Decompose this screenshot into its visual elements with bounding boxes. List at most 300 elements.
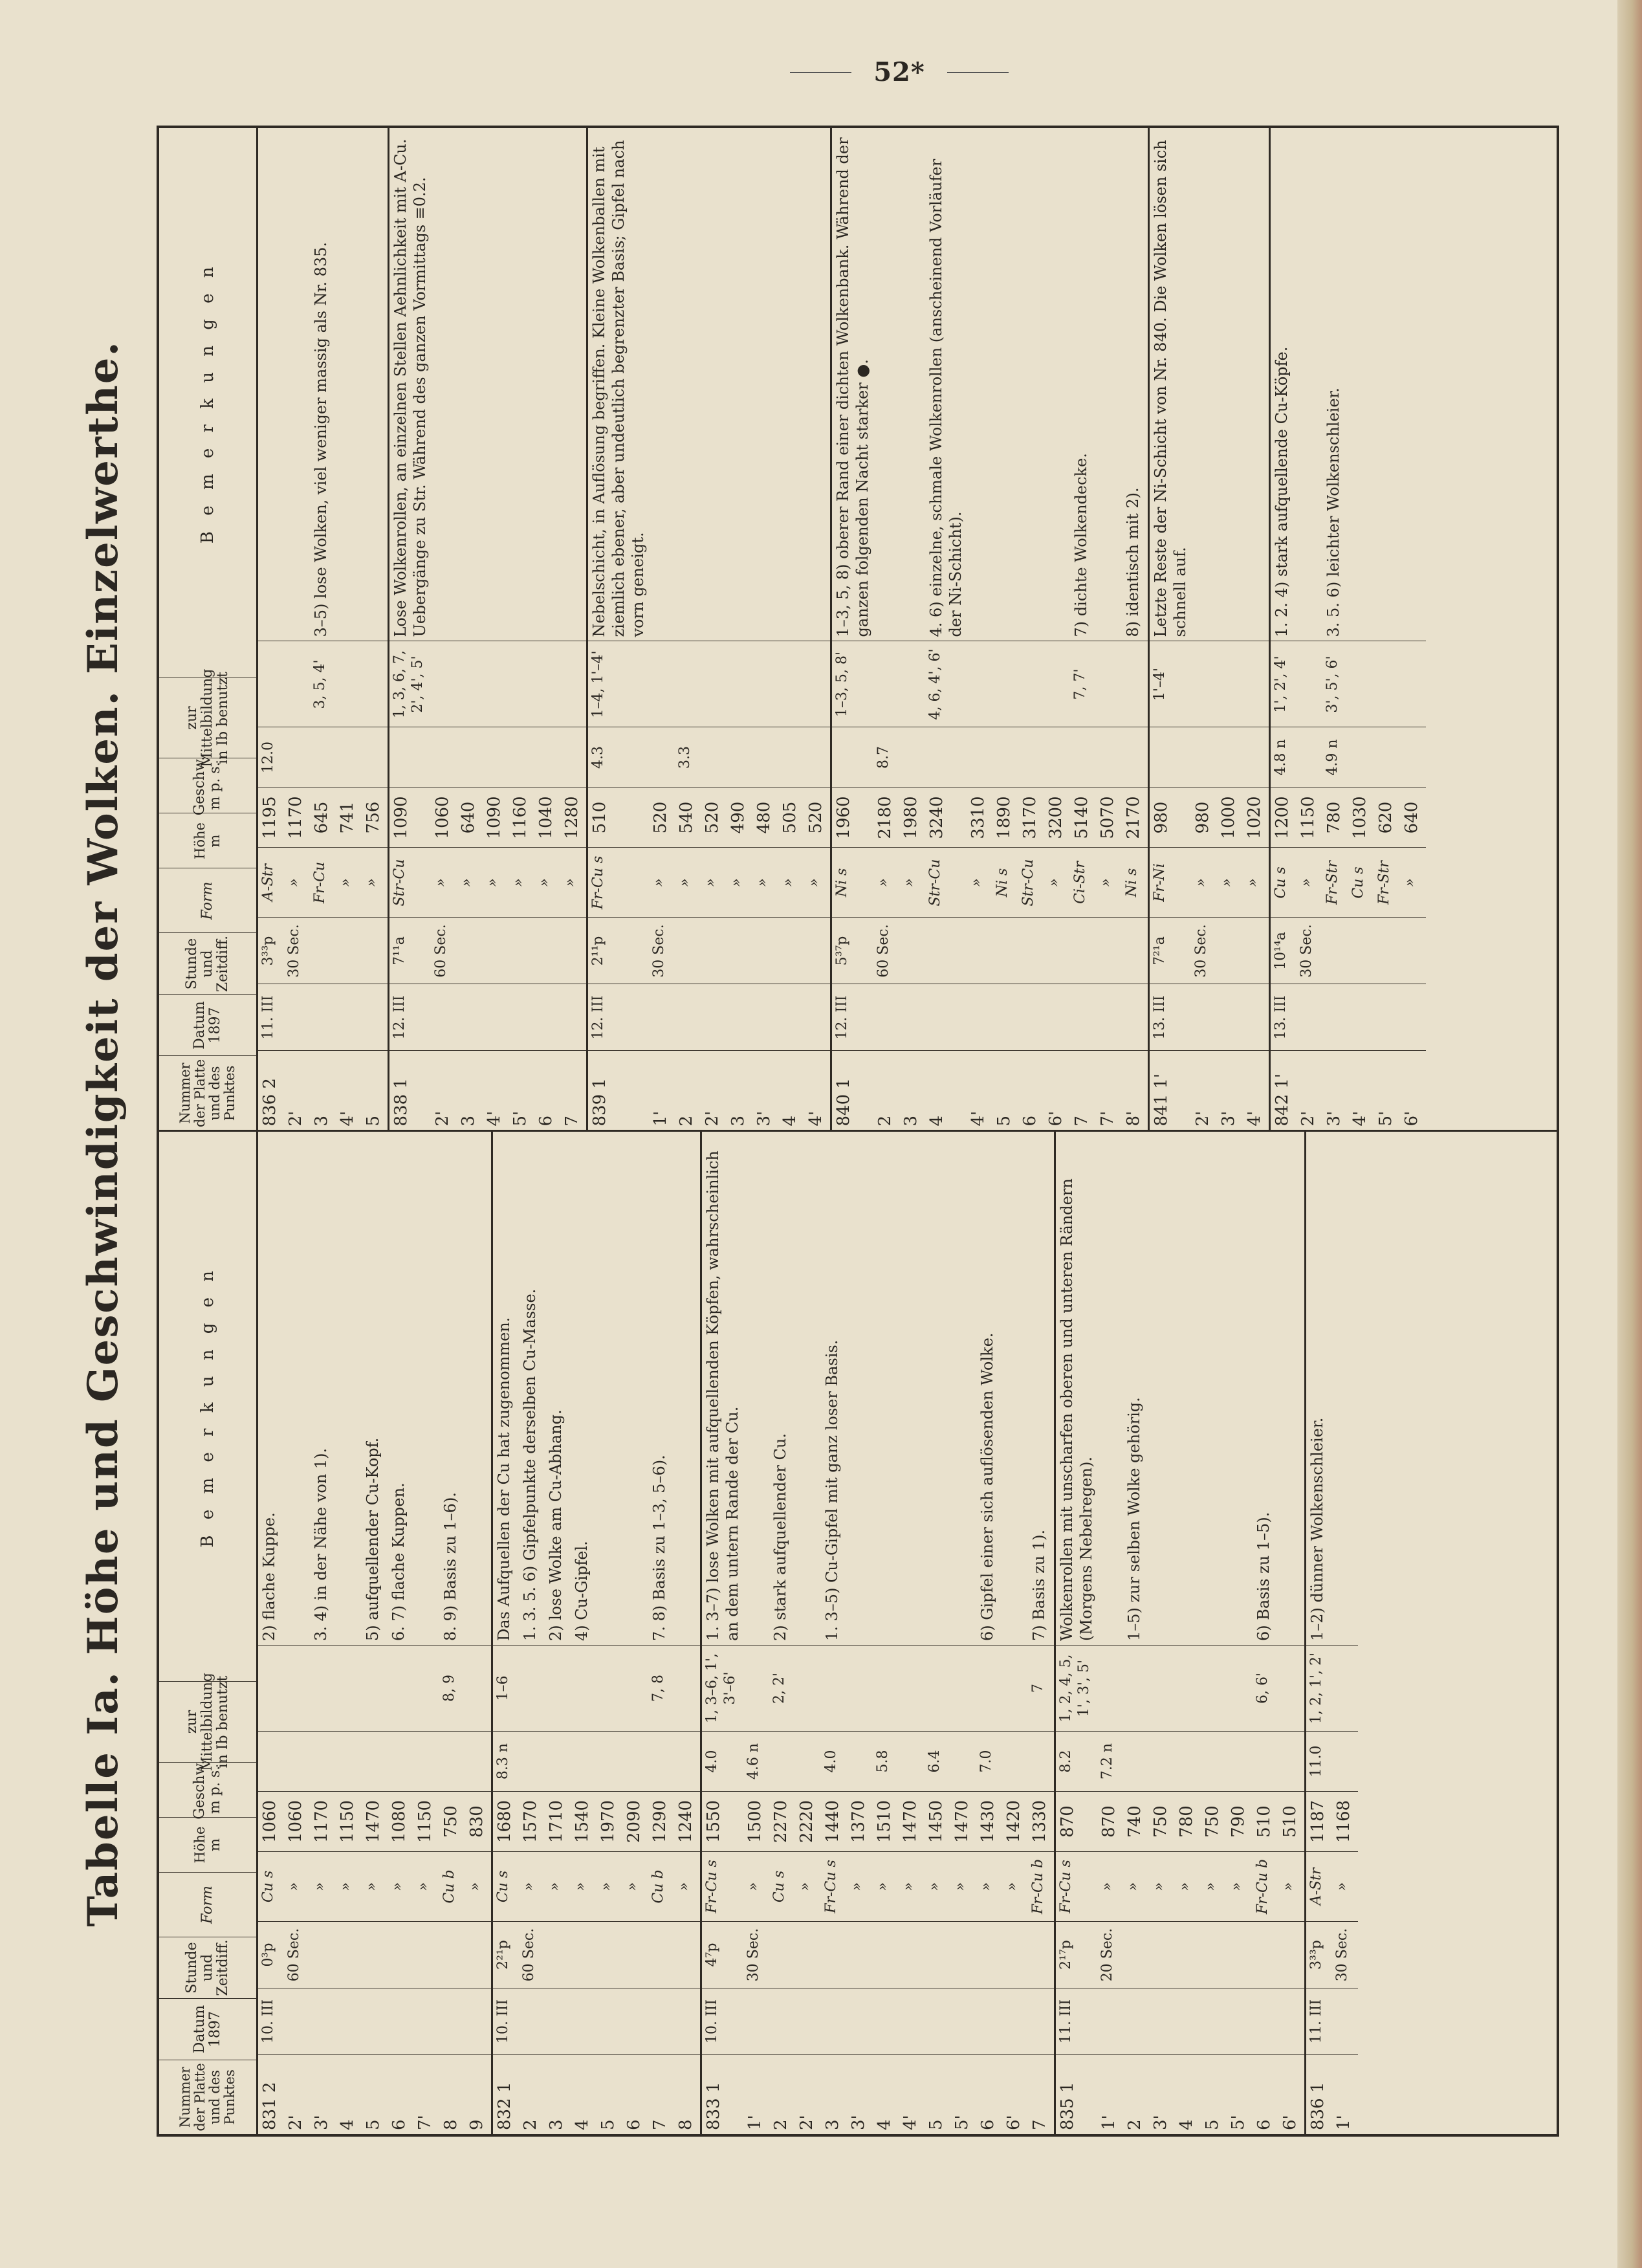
cell-nummer: 7: [1028, 2054, 1054, 2134]
cell-nummer: 5': [509, 1051, 534, 1130]
cell-form: »: [950, 1851, 976, 1921]
cell-nummer: 3: [821, 2054, 847, 2134]
cell-datum: [284, 984, 310, 1051]
cell-nummer: 2': [795, 2054, 821, 2134]
table-row: [976, 1132, 1002, 2135]
cell-hoehe: 1060: [258, 1791, 284, 1851]
header-stunde: Stunde und Zeitdiff.: [159, 933, 256, 995]
cell-stunde: 30 Sec.: [284, 918, 310, 984]
cell-stunde: [1322, 918, 1348, 984]
cell-geschw: [362, 1731, 388, 1791]
cell-form: Fr-Str: [1374, 848, 1400, 918]
cell-hoehe: 1060: [431, 787, 457, 848]
cell-bemerkungen: [465, 1132, 491, 1646]
cell-geschw: [1191, 727, 1217, 787]
cell-bemerkungen: [992, 128, 1018, 641]
table-row: [1044, 128, 1070, 1130]
cell-bemerkungen: [413, 1132, 439, 1646]
cell-stunde: [1243, 918, 1269, 984]
cell-mittel: 7, 7': [1070, 641, 1096, 727]
cell-hoehe: 1470: [899, 1791, 925, 1851]
cell-bemerkungen: [1044, 128, 1070, 641]
cell-hoehe: 520: [804, 787, 830, 848]
cell-bemerkungen: 3. 5. 6) leichter Wolkenschleier.: [1324, 387, 1342, 637]
cell-bemerkungen: Nebelschicht, in Auflösung begriffen. Kleine Wolkenballen mit ziemlich ebener, aber undeutlich begrenzter Basis; Gipfel nach vorn geneigt.: [590, 140, 647, 637]
cell-stunde: [1278, 1921, 1304, 1988]
cell-form: »: [727, 848, 752, 918]
cell-form: »: [847, 1851, 873, 1921]
cell-hoehe: 510: [1253, 1791, 1278, 1851]
cell-bemerkungen: 1. 3–7) lose Wolken mit aufquellenden Köpfen, wahrscheinlich an dem untern Rande der Cu.: [704, 1151, 741, 1641]
cell-stunde: [1374, 918, 1400, 984]
cell-form: »: [743, 1851, 769, 1921]
table-row: [284, 128, 310, 1130]
cell-stunde: [675, 918, 701, 984]
cell-mittel: [1122, 641, 1148, 727]
cell-stunde: 0³p: [258, 1921, 284, 1988]
header-geschw: Geschw. m p. s.: [159, 1762, 256, 1817]
cell-mittel: [284, 641, 310, 727]
cell-form: »: [649, 848, 675, 918]
cell-hoehe: 1970: [597, 1791, 622, 1851]
cell-nummer: 841 1': [1150, 1051, 1191, 1130]
cell-bemerkungen: [1191, 128, 1217, 641]
cell-hoehe: 2220: [795, 1791, 821, 1851]
cell-hoehe: 780: [1175, 1791, 1201, 1851]
cell-mittel: [967, 641, 992, 727]
cell-bemerkungen: [674, 1132, 700, 1646]
cell-bemerkungen: [431, 128, 457, 641]
table-row: [1217, 128, 1243, 1130]
cell-bemerkungen: [457, 128, 483, 641]
cell-bemerkungen: 4. 6) einzelne, schmale Wolkenrollen (anscheinend Vorläufer der Ni-Schicht).: [927, 159, 965, 637]
table-row: [1297, 128, 1322, 1130]
cell-datum: [1070, 984, 1096, 1051]
cell-stunde: 2¹⁷p: [1056, 1921, 1097, 1988]
cell-stunde: [413, 1921, 439, 1988]
cell-stunde: [778, 918, 804, 984]
cell-geschw: [769, 1731, 795, 1791]
header-bemerkungen: B e m e r k u n g e n: [197, 261, 217, 544]
cell-bemerkungen: [778, 128, 804, 641]
cell-hoehe: 3170: [1018, 787, 1044, 848]
cell-datum: [967, 984, 992, 1051]
cell-mittel: [465, 1645, 491, 1731]
table-row: [769, 1132, 795, 2135]
cell-nummer: 4: [925, 1051, 967, 1130]
cell-form: Str-Cu: [389, 848, 431, 918]
cell-nummer: 3: [310, 1051, 336, 1130]
cell-datum: [465, 1988, 491, 2054]
cell-mittel: [457, 641, 483, 727]
cell-hoehe: 640: [457, 787, 483, 848]
table-row: [830, 128, 873, 1130]
cell-nummer: 2: [1123, 2054, 1149, 2134]
table-row: [336, 1132, 362, 2135]
cell-geschw: [847, 1731, 873, 1791]
cell-geschw: [1175, 1731, 1201, 1791]
cell-bemerkungen: [727, 128, 752, 641]
cell-datum: [1122, 984, 1148, 1051]
cell-geschw: [597, 1731, 622, 1791]
cell-bemerkungen: [1243, 128, 1269, 641]
cell-datum: [1227, 1988, 1253, 2054]
cell-mittel: 3, 5, 4': [310, 641, 336, 727]
cell-form: Cu s: [258, 1851, 284, 1921]
table-row: [1269, 128, 1297, 1130]
cell-datum: [1149, 1988, 1175, 2054]
table-row: [509, 128, 534, 1130]
cell-datum: [873, 984, 899, 1051]
cell-nummer: 1': [1332, 2054, 1358, 2134]
cell-datum: 12. III: [588, 984, 649, 1051]
table-header-right: [159, 128, 258, 1130]
cell-nummer: 6: [622, 2054, 648, 2134]
cell-nummer: 1': [1097, 2054, 1123, 2134]
cell-stunde: [1348, 918, 1374, 984]
cell-geschw: [457, 727, 483, 787]
cell-mittel: [778, 641, 804, 727]
cell-nummer: 7: [560, 1051, 586, 1130]
cell-hoehe: 480: [752, 787, 778, 848]
cell-form: Cu s: [769, 1851, 795, 1921]
header-hoehe: Höhe m: [159, 1817, 256, 1872]
cell-mittel: [1096, 641, 1122, 727]
table-row: [992, 128, 1018, 1130]
cell-stunde: [1400, 918, 1426, 984]
cell-form: »: [336, 848, 362, 918]
table-row: [560, 128, 586, 1130]
table-row: [649, 128, 675, 1130]
cell-form: »: [675, 848, 701, 918]
cell-bemerkungen: [795, 1132, 821, 1646]
cell-mittel: 1', 2', 4': [1271, 641, 1297, 727]
cell-bemerkungen: 6. 7) flache Kuppen.: [389, 1482, 408, 1641]
table-row: [899, 128, 925, 1130]
header-rule-left: [790, 72, 851, 73]
cell-hoehe: 3310: [967, 787, 992, 848]
cell-nummer: 6: [1253, 2054, 1278, 2134]
cell-nummer: 831 2: [258, 2054, 284, 2134]
cell-geschw: [483, 727, 509, 787]
cell-nummer: 3': [752, 1051, 778, 1130]
cell-nummer: 7: [1070, 1051, 1096, 1130]
cell-mittel: [873, 1645, 899, 1731]
cell-stunde: [925, 1921, 950, 1988]
cell-datum: [1096, 984, 1122, 1051]
cell-hoehe: 510: [588, 787, 649, 848]
cell-stunde: [925, 918, 967, 984]
table-row: [752, 128, 778, 1130]
cell-stunde: [804, 918, 830, 984]
cell-form: »: [622, 1851, 648, 1921]
cell-mittel: [727, 641, 752, 727]
table-row: [284, 1132, 310, 2135]
cell-form: »: [545, 1851, 571, 1921]
cell-bemerkungen: [622, 1132, 648, 1646]
cell-nummer: 5: [925, 2054, 950, 2134]
cell-form: »: [1400, 848, 1426, 918]
cell-bemerkungen: [284, 1132, 310, 1646]
cell-bemerkungen: [1096, 128, 1122, 641]
cell-datum: [752, 984, 778, 1051]
cell-form: Ni s: [992, 848, 1018, 918]
cell-mittel: [1002, 1645, 1028, 1731]
cell-nummer: 3: [899, 1051, 925, 1130]
cell-bemerkungen: [336, 128, 362, 641]
table-row: [571, 1132, 597, 2135]
cell-bemerkungen: [873, 1132, 899, 1646]
cell-bemerkungen: [899, 128, 925, 641]
cell-stunde: [769, 1921, 795, 1988]
cell-nummer: 3': [1217, 1051, 1243, 1130]
cell-hoehe: 1510: [873, 1791, 899, 1851]
cell-datum: 12. III: [832, 984, 873, 1051]
cell-form: »: [1002, 1851, 1028, 1921]
cell-datum: [519, 1988, 545, 2054]
cell-hoehe: 1030: [1348, 787, 1374, 848]
cell-geschw: [1028, 1731, 1054, 1791]
cell-hoehe: 1090: [483, 787, 509, 848]
cell-bemerkungen: 7) Basis zu 1).: [1030, 1529, 1048, 1641]
cell-datum: [1028, 1988, 1054, 2054]
table-row: [727, 128, 752, 1130]
cell-datum: [727, 984, 752, 1051]
cell-form: »: [701, 848, 727, 918]
cell-hoehe: 5070: [1096, 787, 1122, 848]
cell-datum: [1002, 1988, 1028, 2054]
cell-form: »: [1123, 1851, 1149, 1921]
cell-geschw: [388, 1731, 413, 1791]
cell-hoehe: 830: [465, 1791, 491, 1851]
cell-bemerkungen: [1227, 1132, 1253, 1646]
cell-nummer: 5: [597, 2054, 622, 2134]
cell-form: »: [1175, 1851, 1201, 1921]
cell-hoehe: 1200: [1271, 787, 1297, 848]
table-row: [519, 1132, 545, 2135]
cell-geschw: [1122, 727, 1148, 787]
cell-nummer: 2: [769, 2054, 795, 2134]
header-datum: Datum 1897: [159, 995, 256, 1056]
cell-form: Cu s: [1271, 848, 1297, 918]
cell-stunde: [310, 918, 336, 984]
cell-geschw: [413, 1731, 439, 1791]
cell-mittel: [431, 641, 457, 727]
cell-bemerkungen: 6) Gipfel einer sich auflösenden Wolke.: [978, 1332, 996, 1641]
cell-stunde: 3³³p: [258, 918, 284, 984]
cell-stunde: [457, 918, 483, 984]
cell-datum: [976, 1988, 1002, 2054]
cell-datum: [675, 984, 701, 1051]
cell-stunde: [1227, 1921, 1253, 1988]
cell-mittel: 8, 9: [439, 1645, 465, 1731]
table-row: [1148, 128, 1191, 1130]
cell-datum: [847, 1988, 873, 2054]
cell-nummer: 6': [1002, 2054, 1028, 2134]
cell-hoehe: 1080: [388, 1791, 413, 1851]
cell-hoehe: 1160: [509, 787, 534, 848]
table-row: [1201, 1132, 1227, 2135]
cell-mittel: [483, 641, 509, 727]
cell-geschw: [701, 727, 727, 787]
cell-hoehe: 5140: [1070, 787, 1096, 848]
cell-geschw: [925, 727, 967, 787]
cell-nummer: 2': [284, 2054, 310, 2134]
cell-geschw: [284, 727, 310, 787]
cell-form: Cu s: [1348, 848, 1374, 918]
cell-hoehe: 740: [1123, 1791, 1149, 1851]
cell-geschw: 11.0: [1306, 1731, 1332, 1791]
cell-hoehe: 540: [675, 787, 701, 848]
table-row: [950, 1132, 976, 2135]
cell-datum: [457, 984, 483, 1051]
cell-bemerkungen: [1374, 128, 1400, 641]
header-datum: Datum 1897: [159, 1998, 256, 2060]
cell-mittel: [701, 641, 727, 727]
cell-bemerkungen: [1278, 1132, 1304, 1646]
cell-stunde: [362, 1921, 388, 1988]
cell-geschw: [310, 727, 336, 787]
cell-form: A-Str: [1306, 1851, 1332, 1921]
cell-stunde: 4⁷p: [702, 1921, 743, 1988]
table-row: [925, 1132, 950, 2135]
cell-mittel: 1, 2, 4, 5, 1', 3', 5': [1056, 1645, 1097, 1731]
cell-mittel: [976, 1645, 1002, 1731]
cell-datum: [1253, 1988, 1278, 2054]
cell-form: Fr-Cu b: [1253, 1851, 1278, 1921]
table-row: [258, 1132, 284, 2135]
cell-nummer: 835 1: [1056, 2054, 1097, 2134]
cell-datum: [899, 1988, 925, 2054]
cell-form: »: [795, 1851, 821, 1921]
cell-form: »: [967, 848, 992, 918]
cell-bemerkungen: [1332, 1132, 1358, 1646]
cell-geschw: 4.9 n: [1322, 727, 1348, 787]
table-body-right: [258, 128, 1557, 1130]
cell-stunde: 2¹¹p: [588, 918, 649, 984]
table-row: [1278, 1132, 1304, 2135]
cell-stunde: 7¹¹a: [389, 918, 431, 984]
cell-bemerkungen: 2) flache Kuppe.: [260, 1512, 278, 1641]
cell-geschw: [439, 1731, 465, 1791]
cell-stunde: [976, 1921, 1002, 1988]
cell-geschw: [1201, 1731, 1227, 1791]
cell-geschw: [674, 1731, 700, 1791]
cell-geschw: [431, 727, 457, 787]
cell-datum: [1217, 984, 1243, 1051]
cell-mittel: 1'–4': [1150, 641, 1191, 727]
cell-mittel: 1–3, 5, 8': [832, 641, 873, 727]
cell-geschw: [534, 727, 560, 787]
cell-nummer: 2': [1191, 1051, 1217, 1130]
cell-datum: 11. III: [1306, 1988, 1332, 2054]
header-nummer: Nummer der Platte und des Punktes: [159, 2060, 256, 2134]
cell-geschw: [1227, 1731, 1253, 1791]
rotated-table-block: [79, 118, 1567, 2150]
cell-nummer: 836 1: [1306, 2054, 1332, 2134]
cell-hoehe: 1020: [1243, 787, 1269, 848]
cell-stunde: [336, 918, 362, 984]
cell-nummer: 4': [336, 1051, 362, 1130]
cell-form: »: [509, 848, 534, 918]
cell-geschw: [465, 1731, 491, 1791]
cell-datum: [310, 1988, 336, 2054]
cell-datum: [336, 1988, 362, 2054]
cell-datum: [597, 1988, 622, 2054]
cell-hoehe: 1890: [992, 787, 1018, 848]
table-row: [821, 1132, 847, 2135]
cell-form: Cu s: [493, 1851, 519, 1921]
cell-hoehe: 2090: [622, 1791, 648, 1851]
cell-hoehe: 2180: [873, 787, 899, 848]
cell-mittel: [622, 1645, 648, 1731]
cell-stunde: 30 Sec.: [1191, 918, 1217, 984]
cell-mittel: 7, 8: [648, 1645, 674, 1731]
cell-mittel: [1201, 1645, 1227, 1731]
table-row: [925, 128, 967, 1130]
cell-stunde: [336, 1921, 362, 1988]
cell-datum: 10. III: [702, 1988, 743, 2054]
cell-geschw: [509, 727, 534, 787]
cell-form: »: [873, 1851, 899, 1921]
cell-mittel: [310, 1645, 336, 1731]
table-row: [1096, 128, 1122, 1130]
table-body-left: [258, 1132, 1557, 2135]
cell-mittel: [1123, 1645, 1149, 1731]
cell-form: »: [1332, 1851, 1358, 1921]
cell-bemerkungen: [967, 128, 992, 641]
cell-stunde: [1175, 1921, 1201, 1988]
cell-nummer: 3': [847, 2054, 873, 2134]
cell-form: »: [1149, 1851, 1175, 1921]
cell-mittel: [899, 641, 925, 727]
cell-nummer: 5: [362, 1051, 388, 1130]
cell-hoehe: 490: [727, 787, 752, 848]
cell-stunde: 60 Sec.: [873, 918, 899, 984]
cell-geschw: 4.6 n: [743, 1731, 769, 1791]
cell-mittel: [1348, 641, 1374, 727]
cell-mittel: [362, 1645, 388, 1731]
table-row: [465, 1132, 491, 2135]
cell-geschw: 3.3: [675, 727, 701, 787]
cell-geschw: [362, 727, 388, 787]
cell-mittel: [950, 1645, 976, 1731]
cell-form: »: [778, 848, 804, 918]
cell-bemerkungen: [1175, 1132, 1201, 1646]
table-row: [1028, 1132, 1054, 2135]
cell-geschw: [992, 727, 1018, 787]
cell-datum: [622, 1988, 648, 2054]
cell-hoehe: 1540: [571, 1791, 597, 1851]
cell-nummer: 2: [873, 1051, 899, 1130]
cell-form: »: [899, 1851, 925, 1921]
cell-stunde: [1028, 1921, 1054, 1988]
cell-geschw: 5.8: [873, 1731, 899, 1791]
cell-nummer: 8: [674, 2054, 700, 2134]
cell-hoehe: 1450: [925, 1791, 950, 1851]
cell-geschw: [571, 1731, 597, 1791]
cell-mittel: [1149, 1645, 1175, 1731]
cell-form: Ci-Str: [1070, 848, 1096, 918]
cell-stunde: 30 Sec.: [743, 1921, 769, 1988]
cell-form: »: [560, 848, 586, 918]
cell-nummer: 2': [1297, 1051, 1322, 1130]
cell-stunde: [752, 918, 778, 984]
page-number: 52*: [873, 57, 925, 87]
cell-bemerkungen: [1097, 1132, 1123, 1646]
cell-stunde: [622, 1921, 648, 1988]
cell-bemerkungen: [1217, 128, 1243, 641]
